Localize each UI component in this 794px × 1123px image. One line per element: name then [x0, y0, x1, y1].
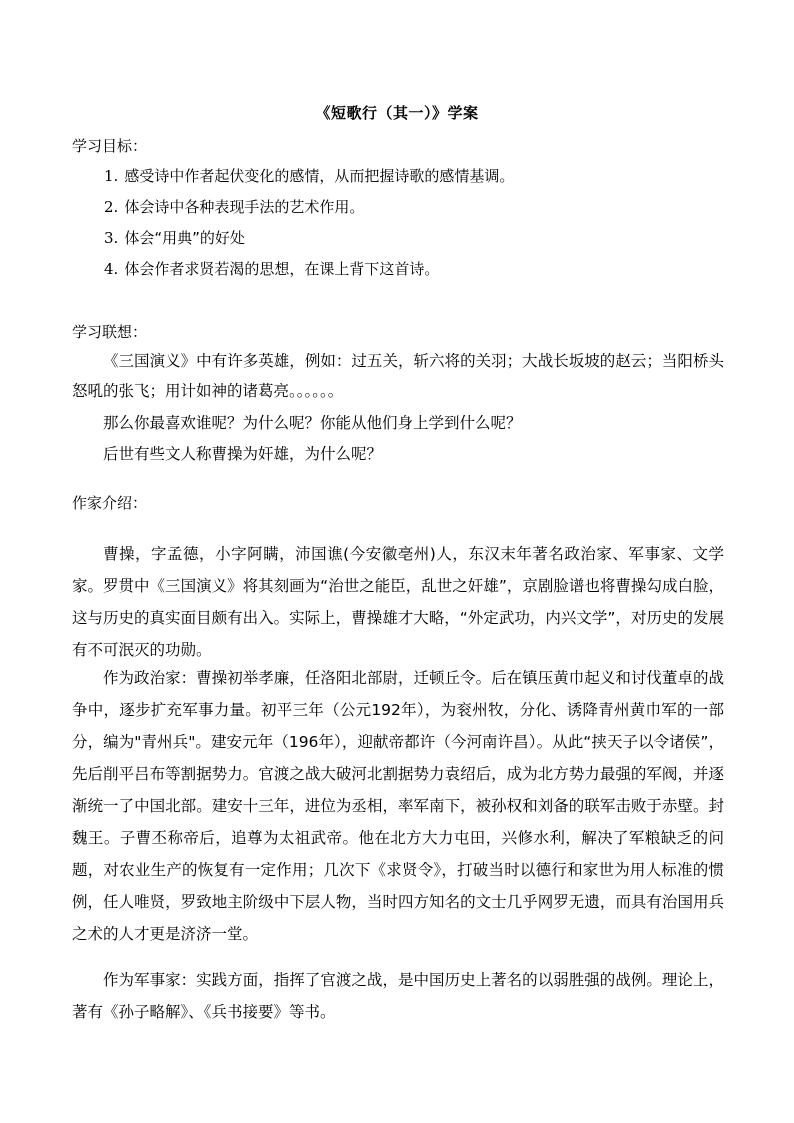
- association-paragraph-3: 后世有些文人称曹操为奸雄，为什么呢？: [103, 445, 383, 463]
- association-paragraph-2: 那么你最喜欢谁呢？为什么呢？你能从他们身上学到什么呢？: [103, 414, 522, 432]
- author-paragraph-3: 作为军事家：实践方面，指挥了官渡之战，是中国历史上著名的以弱胜强的战例。理论上，著有《孙子略解》、《兵书接要》等书。: [72, 971, 724, 1021]
- association-heading: 学习联想：: [72, 323, 148, 341]
- objectives-heading: 学习目标：: [72, 137, 148, 155]
- objective-number: 3.: [104, 229, 119, 247]
- author-paragraph-2: 作为政治家：曹操初举孝廉，任洛阳北部尉，迁顿丘令。后在镇压黄巾起义和讨伐董卓的战争中，逐步扩充军事力量。初平三年（公元192年），为衮州牧，分化、诱降青州黄巾军的一部分，编为"青州兵"。建安元年（196年），迎献帝都许（今河南许昌）。从此“挟天子以令诸侯”，先后削平吕布等割据势力。官渡之战大破河北割据势力袁绍后，成为北方势力最强的军阀，并逐渐统一了中国北部。建安十三年，进位为丞相，率军南下，被孙权和刘备的联军击败于赤壁。封魏王。子曹丕称帝后，追尊为太祖武帝。他在北方大力屯田，兴修水利，解决了军粮缺乏的问题，对农业生产的恢复有一定作用；几次下《求贤令》，打破当时以德行和家世为用人标准的惯例，任人唯贤，罗致地主阶级中下层人物，当时四方知名的文士几乎网罗无遗，而具有治国用兵之术的人才更是济济一堂。: [72, 669, 724, 943]
- objective-text: 感受诗中作者起伏变化的感情，从而把握诗歌的感情基调。: [124, 167, 515, 185]
- objective-number: 1.: [104, 167, 119, 185]
- objective-text: 体会作者求贤若渴的思想，在课上背下这首诗。: [124, 260, 440, 278]
- association-paragraph-1: 《三国演义》中有许多英雄，例如：过五关，斩六将的关羽；大战长坂坡的赵云；当阳桥头怒吼的张飞；用计如神的诸葛亮。。。。。。: [72, 352, 724, 400]
- objective-item-4: [104, 259, 439, 279]
- objective-item-3: [104, 228, 245, 248]
- author-heading: 作家介绍：: [72, 494, 148, 512]
- objective-number: 2.: [104, 198, 119, 216]
- objective-item-2: [104, 197, 364, 217]
- objective-text: 体会“用典”的好处: [124, 229, 245, 247]
- objective-text: 体会诗中各种表现手法的艺术作用。: [124, 198, 365, 216]
- objective-number: 4.: [104, 260, 119, 278]
- objective-item-1: [104, 166, 514, 186]
- author-paragraph-1: 曹操，字孟德，小字阿瞒，沛国谯(今安徽亳州)人，东汉末年著名政治家、军事家、文学家。罗贯中《三国演义》将其刻画为“治世之能臣，乱世之奸雄”，京剧脸谱也将曹操勾成白脸，这与历史的真实面目颇有出入。实际上，曹操雄才大略，“外定武功，内兴文学”，对历史的发展有不可泯灭的功勋。: [72, 545, 724, 659]
- document-title: 《短歌行（其一）》学案: [315, 104, 479, 122]
